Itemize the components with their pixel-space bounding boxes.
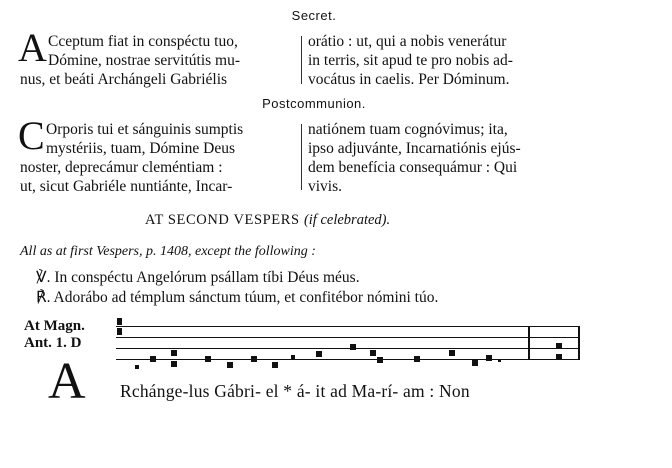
secret-heading: Secret.: [291, 8, 337, 23]
postcommunion-initial: C: [18, 113, 45, 158]
versicle-line: [36, 268, 360, 287]
vespers-title: [145, 212, 390, 229]
secret-left-line: Dómine, nostrae servitútis mu-: [48, 52, 240, 69]
staff-line: [116, 337, 580, 338]
postcommunion-right-line: natiónem tuam cognóvimus; ita,: [308, 121, 508, 138]
response-text: Adorábo ad témplum sánctum túum, et confitébor nómini túo.: [53, 289, 439, 306]
neume: [449, 350, 455, 356]
neume: [251, 356, 257, 362]
postcommunion-left-line: ut, sicut Gabriéle nuntiánte, Incar-: [20, 178, 233, 195]
neume: [556, 343, 562, 349]
staff-line: [116, 359, 580, 360]
neume: [171, 361, 177, 367]
secret-left-line: Cceptum fiat in conspéctu tuo,: [48, 33, 238, 50]
neume: [135, 365, 139, 369]
neume: [414, 356, 420, 362]
neume: [350, 344, 356, 350]
postcommunion-left-line: noster, deprecámur cleméntiam :: [20, 159, 223, 176]
chant-label-line1: At Magn.: [24, 318, 85, 334]
postcommunion-right-line: vivis.: [308, 178, 343, 195]
neume: [291, 355, 295, 359]
chant-initial: A: [48, 353, 86, 410]
vespers-title-text: AT SECOND VESPERS: [145, 212, 300, 228]
bar-line: [578, 326, 580, 360]
neume: [498, 359, 501, 362]
secret-initial: A: [18, 25, 47, 70]
secret-right-line: orátio : ut, qui a nobis venerátur: [308, 33, 507, 50]
chant-lyrics: Rchánge-lus Gábri- el * á- it ad Ma-rí- am : Non: [120, 381, 470, 401]
chant-label: [24, 318, 85, 352]
neume: [370, 350, 376, 356]
postcommunion-right-line: ipso adjuvánte, Incarnatiónis ejús-: [308, 140, 521, 157]
neume: [377, 357, 383, 363]
neume: [227, 362, 233, 368]
postcommunion-left-line: Orporis tui et sánguinis sumptis: [46, 121, 244, 138]
neume: [205, 356, 211, 362]
postcommunion-left-column: [18, 113, 300, 196]
versicle-text: In conspéctu Angelórum psállam tíbi Déus méus.: [54, 269, 360, 286]
secret-left-column: [18, 25, 300, 89]
neume: [316, 351, 322, 357]
neume: [171, 350, 177, 356]
response-symbol: ℟.: [36, 289, 51, 306]
column-divider: [301, 124, 302, 190]
response-line: [36, 288, 438, 307]
neume: [556, 354, 562, 360]
secret-right-line: in terris, sit apud te pro nobis ad-: [308, 52, 513, 69]
bar-line: [528, 326, 530, 360]
chant-label-line2: Ant. 1. D: [24, 335, 82, 351]
secret-right-line: vocátus in caelis. Per Dóminum.: [308, 71, 510, 88]
secret-right-column: [308, 32, 588, 89]
neume: [150, 356, 156, 362]
neume: [472, 360, 478, 366]
c-clef: [117, 318, 122, 325]
postcommunion-right-column: [308, 120, 588, 196]
vespers-rubric: All as at first Vespers, p. 1408, except the following :: [20, 244, 316, 259]
neume: [272, 362, 278, 368]
postcommunion-heading: Postcommunion.: [262, 96, 366, 111]
staff-line: [116, 348, 580, 349]
vespers-title-note: (if celebrated).: [303, 212, 391, 228]
column-divider: [301, 36, 302, 84]
neume: [486, 355, 492, 361]
staff-line: [116, 326, 580, 327]
versicle-symbol: ℣.: [36, 269, 51, 286]
postcommunion-right-line: dem benefícia consequámur : Qui: [308, 159, 518, 176]
c-clef: [117, 328, 122, 335]
secret-left-line: nus, et beáti Archángeli Gabriélis: [20, 71, 228, 88]
postcommunion-left-line: mystériis, tuam, Dómine Deus: [46, 140, 235, 157]
